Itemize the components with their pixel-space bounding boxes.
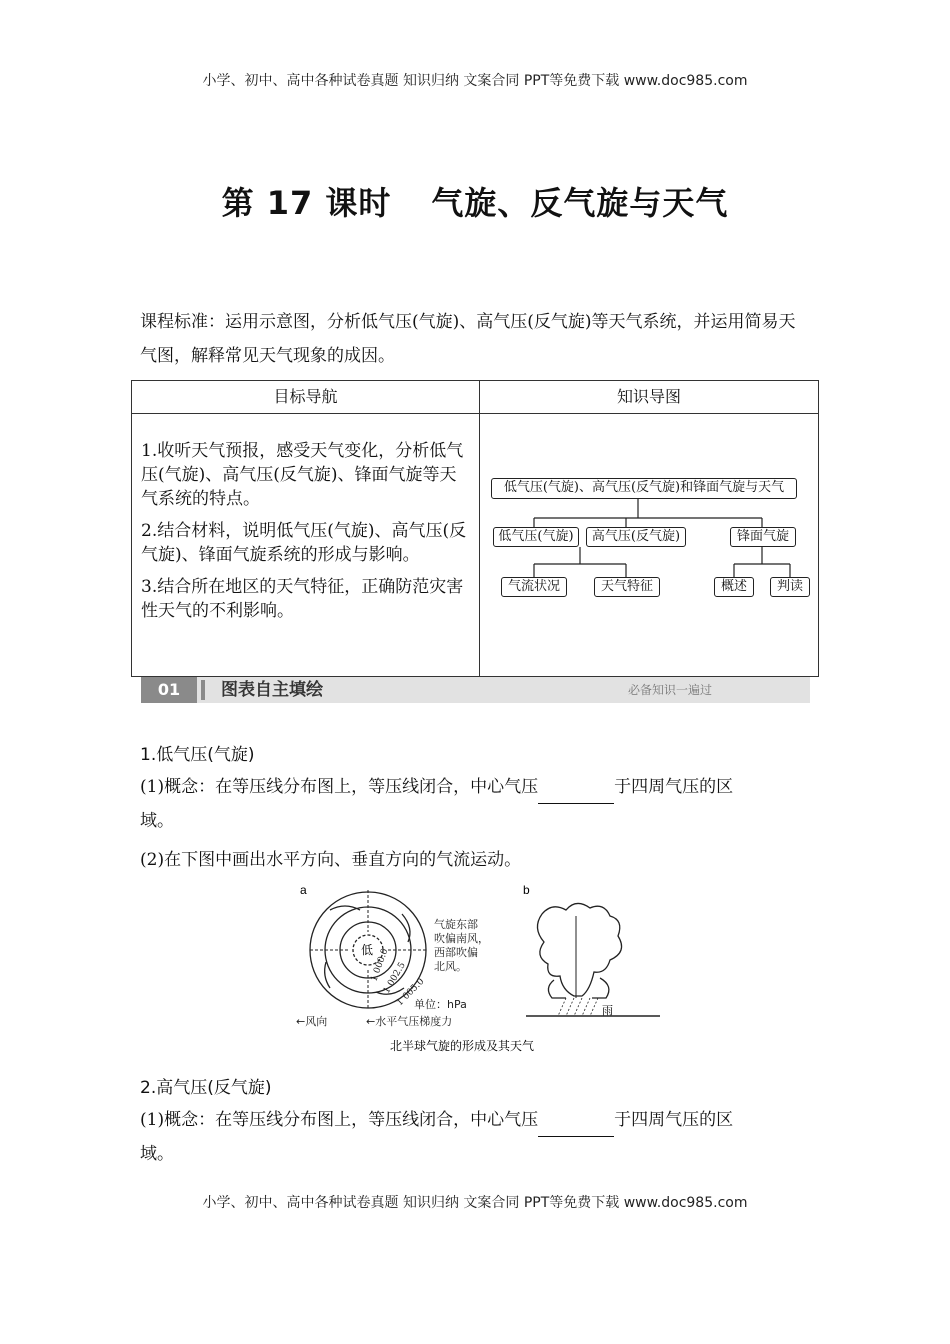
table-header-goals: 目标导航 — [273, 387, 338, 406]
section-banner — [141, 677, 810, 703]
cyclone-diagram — [290, 880, 670, 1060]
banner-number: 01 — [141, 677, 197, 703]
mindmap-airflow: 气流状况 — [501, 577, 567, 597]
mindmap-root: 低气压(气旋)、高气压(反气旋)和锋面气旋与天气 — [491, 478, 797, 499]
goal-item: 3.结合所在地区的天气特征，正确防范灾害性天气的不利影响。 — [141, 577, 464, 621]
isobar-label: 1 005.0 — [395, 976, 427, 1009]
fig-label-a: a — [300, 883, 307, 897]
cyclone-figure — [290, 880, 670, 1060]
section2-heading: 2.高气压(反气旋) — [140, 1078, 272, 1098]
section2-item1: (1)概念：在等压线分布图上，等压线闭合，中心气压 于四周气压的区 域。 — [140, 1110, 734, 1164]
banner-hint: 必备知识一遍过 — [627, 683, 712, 697]
mindmap-frontal-cyclone: 锋面气旋 — [730, 527, 796, 547]
page-header: 小学、初中、高中各种试卷真题 知识归纳 文案合同 PPT等免费下载 www.doc985.com — [202, 73, 748, 89]
fig-legend-gradient: ←水平气压梯度力 — [366, 1015, 453, 1028]
section1-heading: 1.低气压(气旋) — [140, 745, 255, 765]
fig-legend-wind: ←风向 — [296, 1015, 328, 1028]
mindmap-low-pressure: 低气压(气旋) — [493, 527, 579, 547]
knowledge-mindmap — [480, 414, 818, 676]
goals-table — [131, 380, 819, 677]
goals-list — [141, 439, 471, 631]
banner-label: 图表自主填绘 — [221, 680, 323, 700]
fig-note: 北风。 — [434, 960, 467, 973]
fig-rain: 雨 — [602, 1004, 613, 1017]
goal-item: 1.收听天气预报，感受天气变化，分析低气压(气旋)、高气压(反气旋)、锋面气旋等天气系统的特点。 — [141, 441, 464, 509]
mindmap-weather: 天气特征 — [594, 577, 660, 597]
table-header-mindmap: 知识导图 — [616, 387, 681, 406]
goal-item: 2.结合材料，说明低气压(气旋)、高气压(反气旋)、锋面气旋系统的形成与影响。 — [141, 521, 467, 565]
mindmap-high-pressure: 高气压(反气旋) — [586, 527, 686, 547]
fill-blank[interactable] — [538, 1118, 614, 1137]
fig-note: 气旋东部 — [434, 918, 478, 931]
section1-item2: (2)在下图中画出水平方向、垂直方向的气流运动。 — [140, 850, 522, 870]
fig-unit: 单位：hPa — [414, 998, 467, 1011]
fig-caption: 北半球气旋的形成及其天气 — [390, 1039, 535, 1053]
title-topic: 气旋、反气旋与天气 — [431, 184, 729, 222]
title-lesson: 第 17 课时 — [221, 184, 392, 222]
page-footer: 小学、初中、高中各种试卷真题 知识归纳 文案合同 PPT等免费下载 www.doc985.com — [202, 1195, 748, 1211]
fig-note: 西部吹偏 — [434, 946, 478, 959]
fig-center-low: 低 — [361, 943, 374, 957]
course-standard: 课程标准：运用示意图，分析低气压(气旋)、高气压(反气旋)等天气系统，并运用简易天气图，解释常见天气现象的成因。 — [140, 312, 796, 366]
fill-blank[interactable] — [538, 785, 614, 804]
mindmap-interpret: 判读 — [770, 577, 810, 597]
fig-note: 吹偏南风， — [434, 932, 489, 945]
mindmap-overview: 概述 — [714, 577, 754, 597]
fig-label-b: b — [523, 883, 530, 897]
isobar-label: 1 002.5 — [381, 960, 408, 996]
isobar-label: 1 000.0 — [369, 947, 391, 984]
section1-item1: (1)概念：在等压线分布图上，等压线闭合，中心气压 于四周气压的区 域。 — [140, 777, 734, 831]
page-title — [0, 178, 950, 224]
